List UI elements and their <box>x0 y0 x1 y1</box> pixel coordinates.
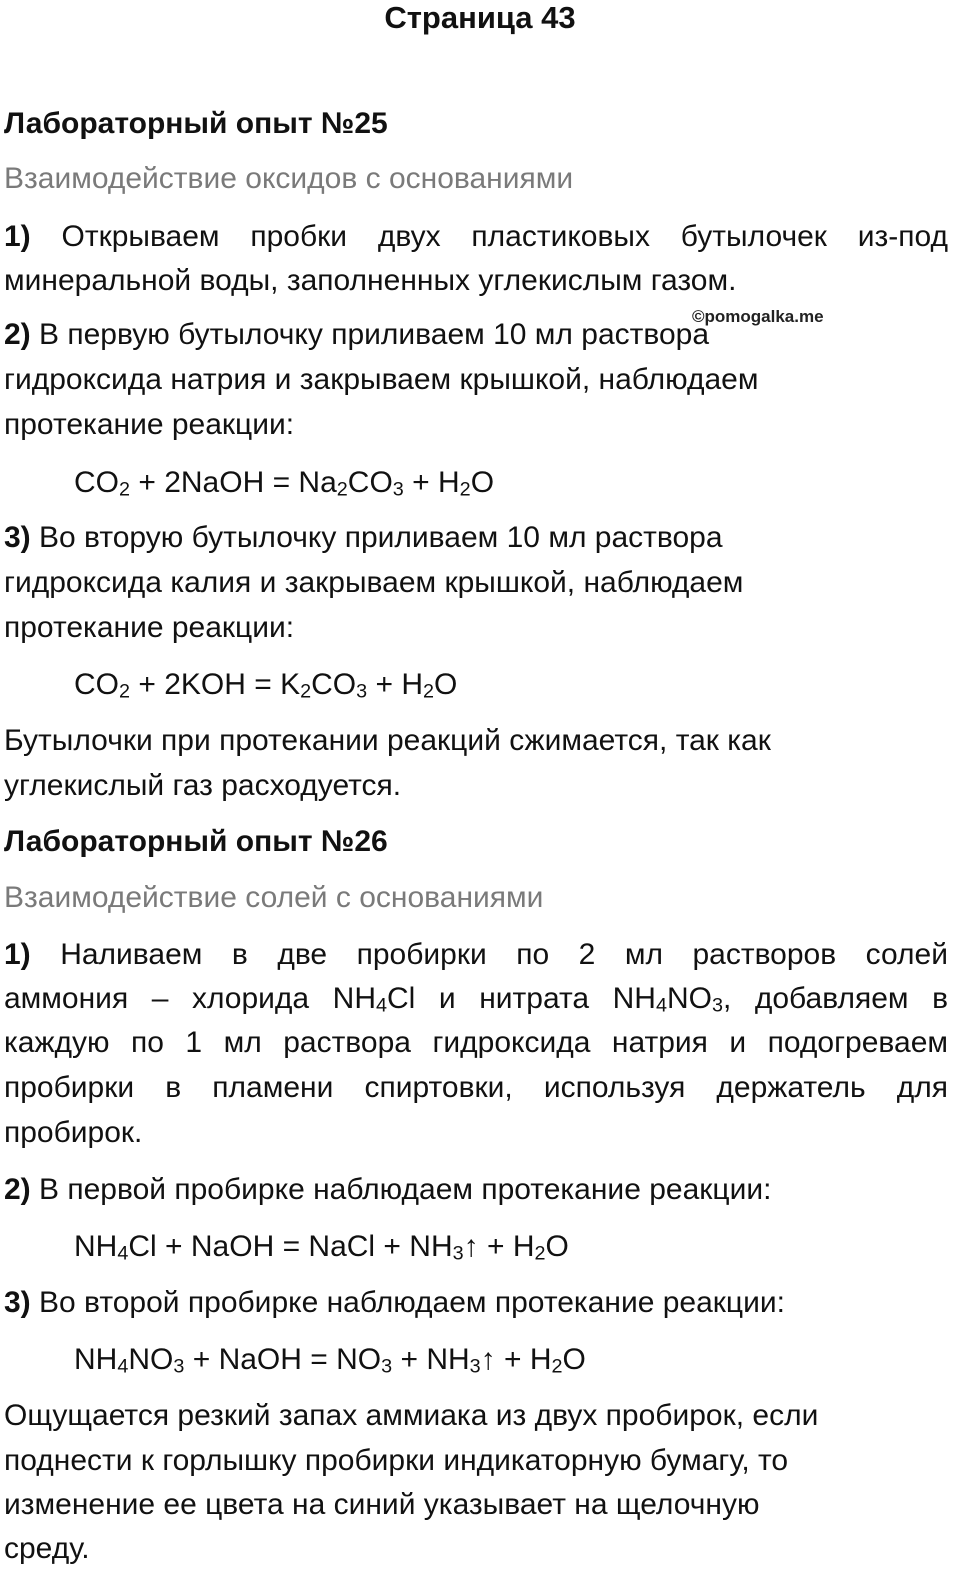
lab26-conclusion-line3: изменение ее цвета на синий указывает на щелочную <box>4 1488 760 1521</box>
lab26-step1-line1 <box>4 933 948 977</box>
lab26-conclusion-line4: среду. <box>4 1532 90 1565</box>
lab26-step1-line5: пробирок. <box>4 1116 143 1149</box>
step-text: Во вторую бутылочку приливаем 10 мл раствора <box>39 521 723 554</box>
lab25-conclusion-line2: углекислый газ расходуется. <box>4 769 402 802</box>
step-number: 1) <box>4 220 31 253</box>
lab26-subtitle: Взаимодействие солей с основаниями <box>4 881 544 914</box>
step-number: 3) <box>4 521 31 554</box>
step-text: В первую бутылочку приливаем 10 мл раствора <box>39 318 710 351</box>
equation-3: $NH_4Cl$ + NaOH = NaCl + $NH_3↑ + H_2O$ <box>74 1230 569 1265</box>
watermark: ©pomogalka.me <box>692 307 824 326</box>
lab25-step3-line3: протекание реакции: <box>4 611 295 644</box>
lab26-step1-line3: каждую по 1 мл раствора гидроксида натрия и подогреваем <box>4 1026 948 1059</box>
equation-4: $NH_4NO_3$ + NaOH = $NO_3$ + $NH_3↑ + H_2O$ <box>74 1343 586 1378</box>
lab25-step2-line3: протекание реакции: <box>4 408 295 441</box>
lab25-heading: Лабораторный опыт №25 <box>4 107 388 140</box>
step-number: 3) <box>4 1286 31 1319</box>
step-text: В первой пробирке наблюдаем протекание реакции: <box>39 1173 772 1206</box>
equation-2: $CO_2 + 2KOH = K_2CO_3 + H_2O$ <box>74 668 458 703</box>
step-number: 2) <box>4 1173 31 1206</box>
lab26-conclusion-line2: поднести к горлышку пробирки индикаторную бумагу, то <box>4 1444 789 1477</box>
lab25-step3-line2: гидроксида калия и закрываем крышкой, наблюдаем <box>4 566 744 599</box>
lab25-subtitle: Взаимодействие оксидов с основаниями <box>4 162 574 195</box>
lab25-step1-line2: минеральной воды, заполненных углекислым газом. <box>4 264 737 297</box>
step-text: Наливаем в две пробирки по 2 мл растворов солей <box>60 938 948 971</box>
equation-1: $CO_2$ + 2NaOH = $Na_2CO_3 + H_2O$ <box>74 466 495 501</box>
lab25-step3-line1 <box>4 516 948 560</box>
step-number: 2) <box>4 318 31 351</box>
lab25-conclusion-line1: Бутылочки при протекании реакций сжимается, так как <box>4 724 771 757</box>
step-number: 1) <box>4 938 31 971</box>
lab26-heading: Лабораторный опыт №26 <box>4 825 388 858</box>
step-text: Открываем пробки двух пластиковых бутылочек из-под <box>61 220 949 253</box>
page-title: Страница 43 <box>384 0 576 35</box>
lab26-conclusion-line1: Ощущается резкий запах аммиака из двух пробирок, если <box>4 1399 819 1432</box>
step-text: Во второй пробирке наблюдаем протекание реакции: <box>39 1286 785 1319</box>
lab26-step1-line2: аммония – хлорида $NH_4Cl$ и нитрата $NH_4NO_3$, добавляем в <box>4 982 949 1017</box>
lab25-step1-line1 <box>4 215 948 259</box>
lab26-step2-line1 <box>4 1168 948 1212</box>
lab26-step1-line4: пробирки в пламени спиртовки, используя держатель для <box>4 1071 948 1104</box>
lab26-step3-line1 <box>4 1281 948 1325</box>
lab25-step2-line2: гидроксида натрия и закрываем крышкой, наблюдаем <box>4 363 759 396</box>
